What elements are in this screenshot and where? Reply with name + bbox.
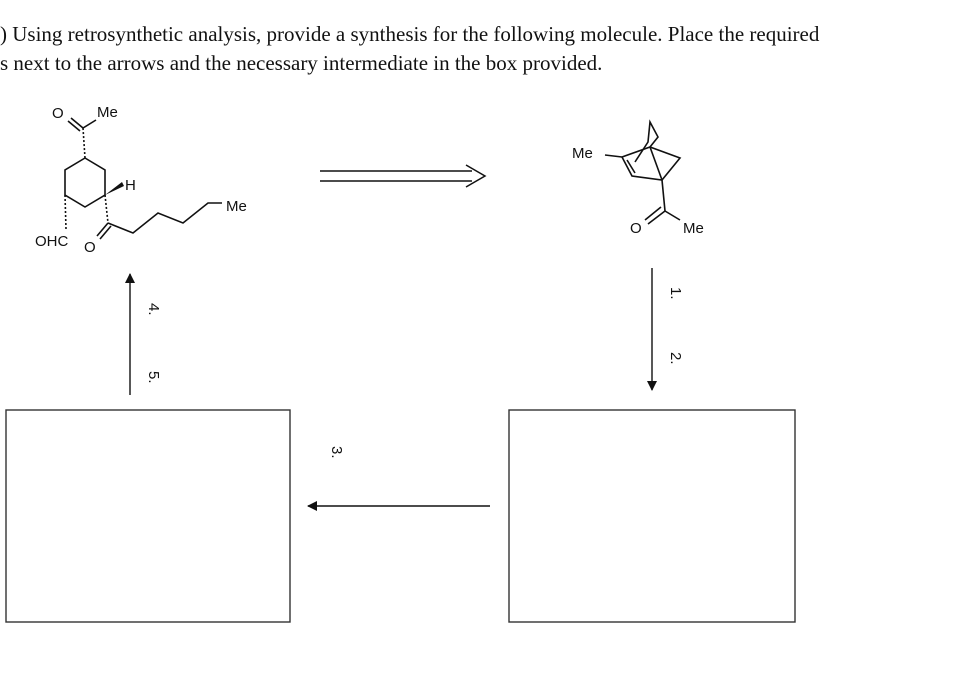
target-ketone-me: Me xyxy=(97,104,118,121)
target-h: H xyxy=(125,177,136,194)
wedge-bond xyxy=(105,182,124,195)
step-4-label: 4. xyxy=(145,303,162,316)
target-chain-me: Me xyxy=(226,198,247,215)
answer-box-right[interactable] xyxy=(509,410,795,622)
target-ohc: OHC xyxy=(35,233,69,250)
target-molecule xyxy=(65,118,222,239)
step-1-label: 1. xyxy=(667,287,684,300)
question-line-1: ) Using retrosynthetic analysis, provide a synthesis for the following molecule. Place the required xyxy=(0,22,820,46)
question-line-2: s next to the arrows and the necessary intermediate in the box provided. xyxy=(0,51,603,75)
target-ring xyxy=(65,158,105,207)
precursor-carbonyl-o: O xyxy=(630,220,642,237)
retrosynthesis-arrow xyxy=(320,165,485,187)
step-5-label: 5. xyxy=(145,371,162,384)
answer-box-left[interactable] xyxy=(6,410,290,622)
precursor-me: Me xyxy=(572,145,593,162)
target-ketone-o: O xyxy=(52,105,64,122)
precursor-molecule xyxy=(605,122,680,224)
target-ester-o: O xyxy=(84,239,96,256)
precursor-acyl-me: Me xyxy=(683,220,704,237)
step-2-label: 2. xyxy=(667,352,684,365)
step-3-label: 3. xyxy=(328,446,345,459)
